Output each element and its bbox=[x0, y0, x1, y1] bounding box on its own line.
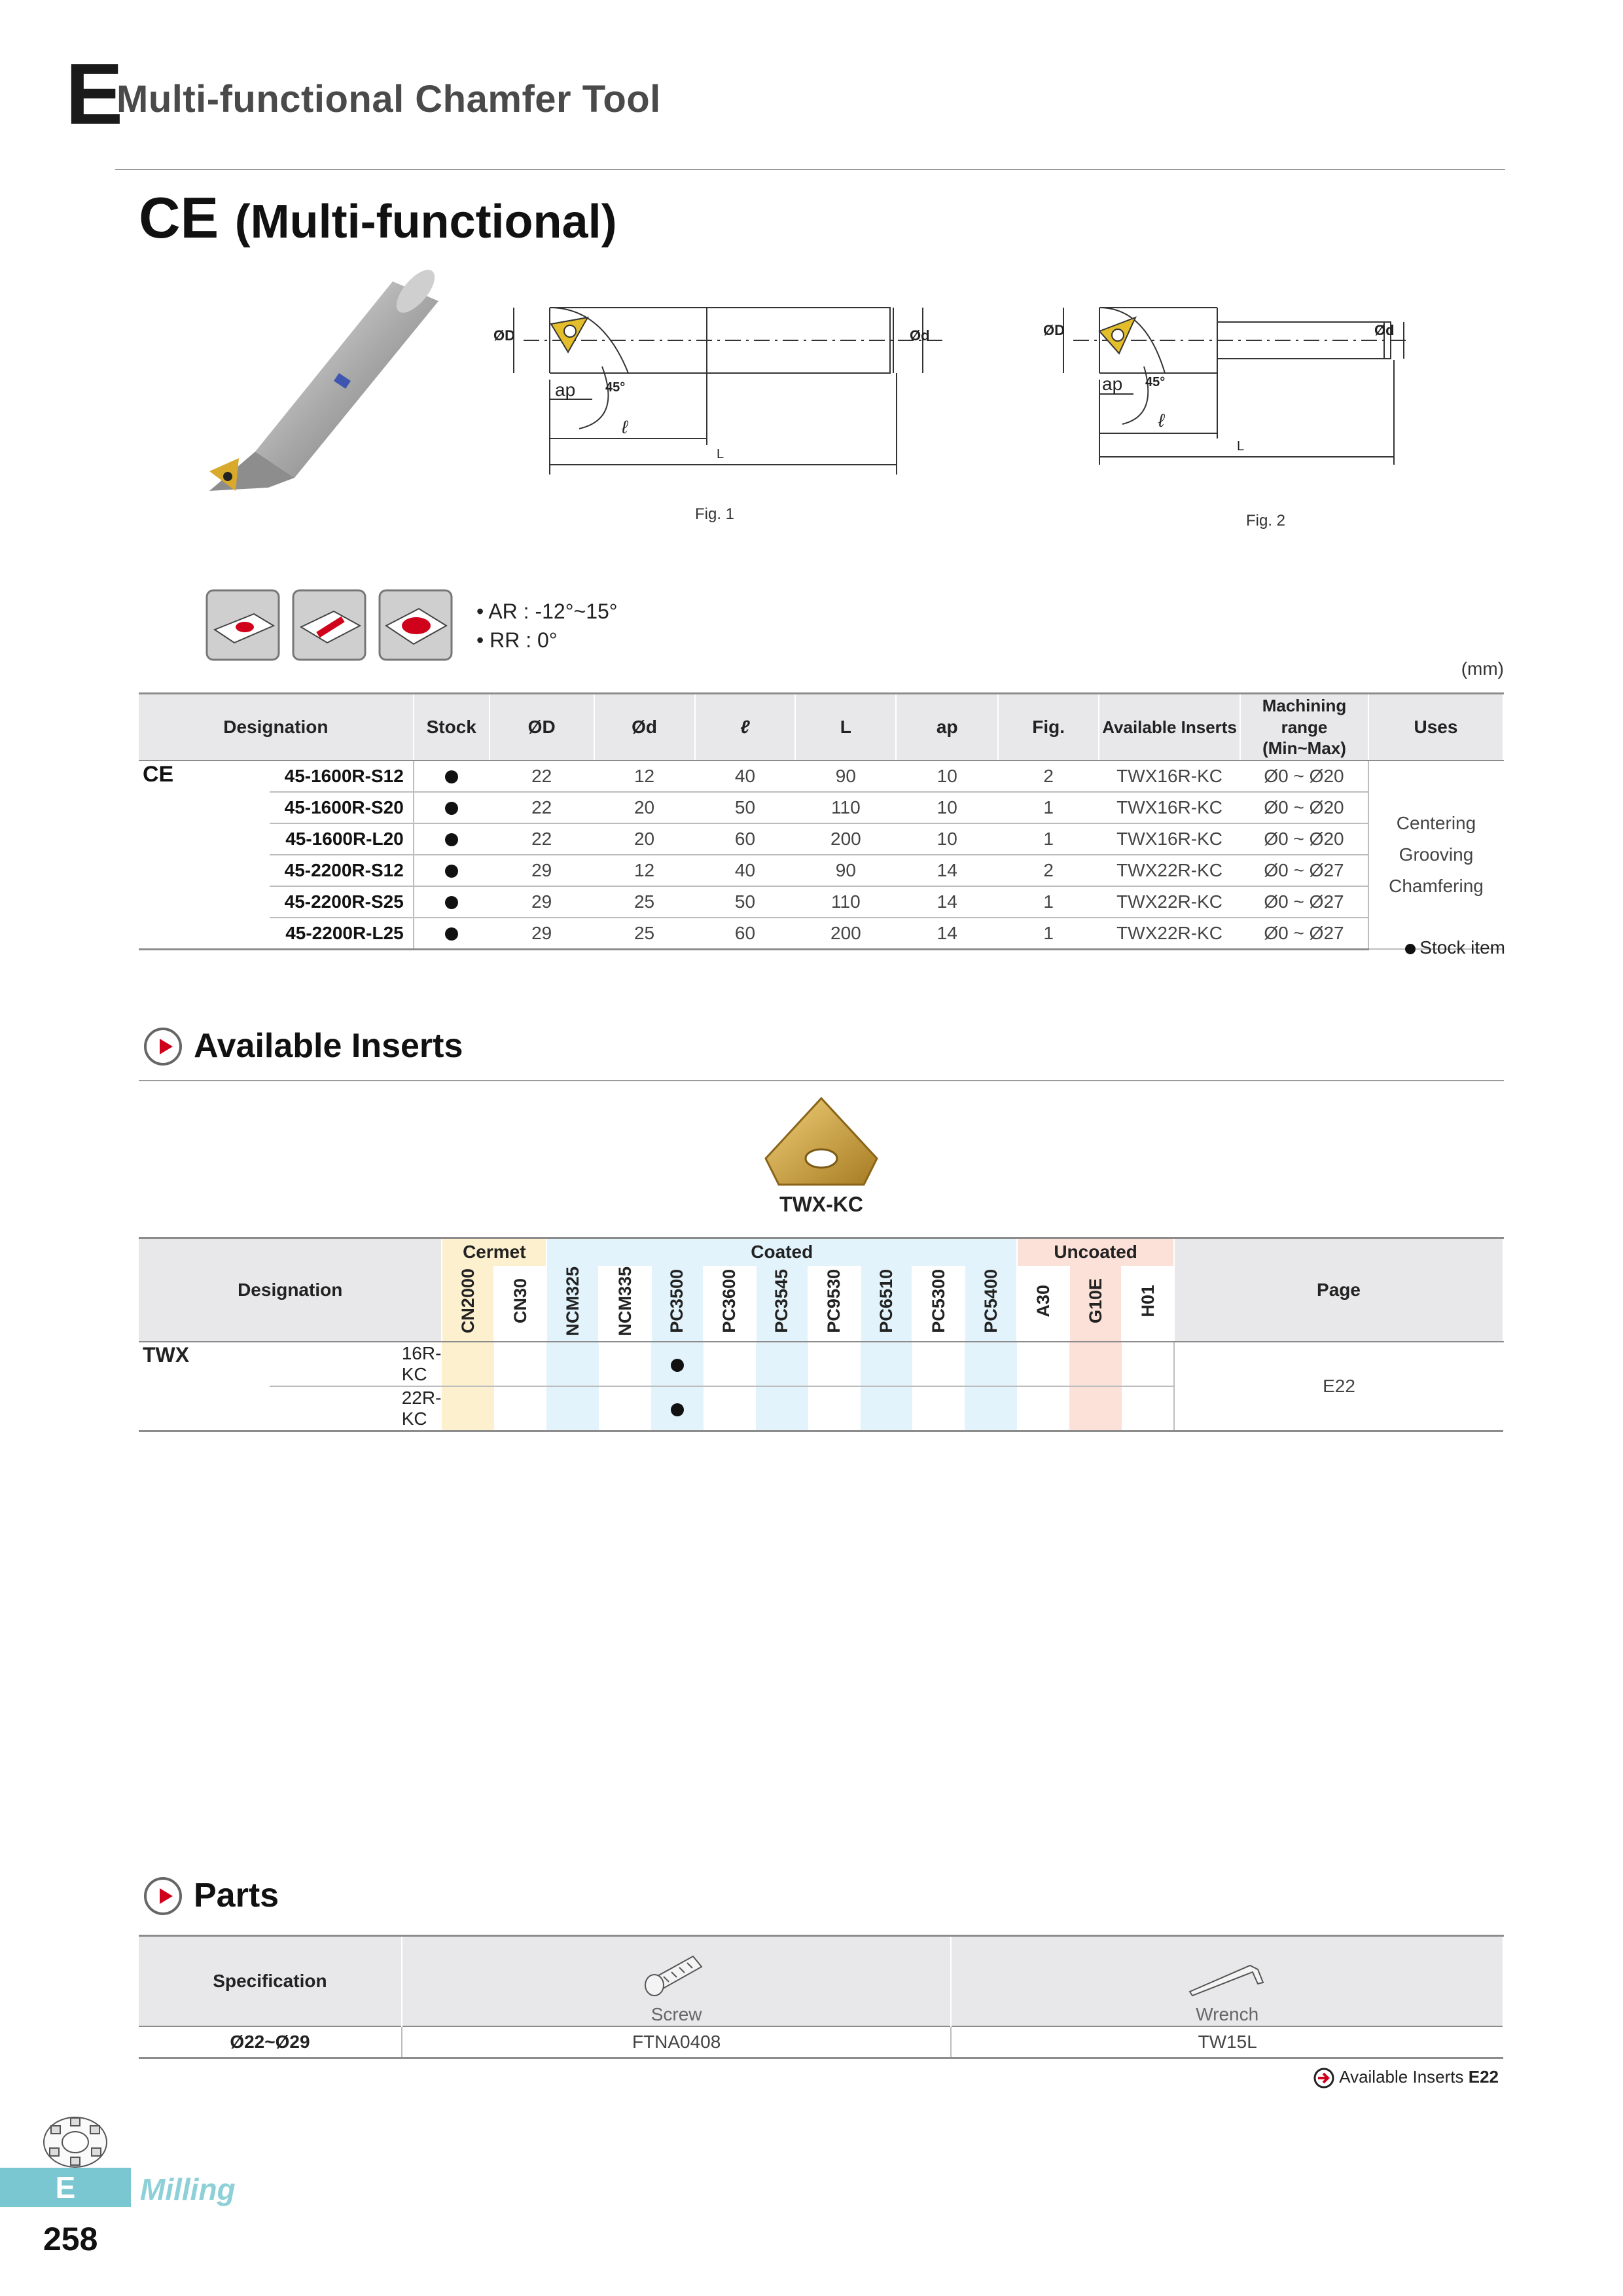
fig2-angle-label: 45° bbox=[1145, 375, 1166, 389]
hdr-D: ØD bbox=[490, 694, 594, 761]
screw-label: Screw bbox=[651, 2003, 702, 2024]
grade-PC3500: PC3500 bbox=[651, 1266, 704, 1342]
stock-dot bbox=[414, 761, 490, 792]
grade-PC5300: PC5300 bbox=[912, 1266, 965, 1342]
cell-l: 60 bbox=[695, 823, 796, 855]
cell-insert: TWX22R-KC bbox=[1099, 918, 1240, 950]
insert-image bbox=[759, 1093, 883, 1191]
hdr-range: Machining range (Min~Max) bbox=[1240, 694, 1368, 761]
cell-l: 50 bbox=[695, 792, 796, 823]
grade-PC6510: PC6510 bbox=[861, 1266, 913, 1342]
insert-name: TWX-KC bbox=[779, 1193, 863, 1216]
fig2-L-label: L bbox=[1237, 439, 1245, 454]
condition-rr: • RR : 0° bbox=[476, 628, 558, 652]
cell-range: Ø0 ~ Ø27 bbox=[1240, 886, 1368, 918]
cell-d: 25 bbox=[594, 918, 695, 950]
cell-ap: 14 bbox=[896, 886, 998, 918]
groove-app-icon bbox=[293, 590, 365, 660]
fig1-angle-label: 45° bbox=[605, 380, 626, 395]
fig2-drawing bbox=[1043, 288, 1414, 484]
hdr-L: L bbox=[795, 694, 896, 761]
screw-icon bbox=[637, 1947, 716, 2000]
cell-L: 110 bbox=[795, 886, 896, 918]
cell-ap: 14 bbox=[896, 855, 998, 886]
inserts-rule bbox=[139, 1080, 1504, 1081]
fig2-caption: Fig. 2 bbox=[1246, 512, 1286, 529]
cell-fig: 1 bbox=[998, 918, 1099, 950]
center-app-icon bbox=[380, 590, 452, 660]
cell-ap: 14 bbox=[896, 918, 998, 950]
use-centering: Centering bbox=[1396, 813, 1476, 834]
parts-hdr-spec: Specification bbox=[139, 1936, 402, 2026]
category-label: Milling bbox=[140, 2172, 236, 2206]
cell-range: Ø0 ~ Ø27 bbox=[1240, 918, 1368, 950]
cell-d: 20 bbox=[594, 792, 695, 823]
page-number: 258 bbox=[43, 2221, 98, 2257]
group-cermet: Cermet bbox=[442, 1238, 546, 1266]
cell-fig: 2 bbox=[998, 761, 1099, 792]
insert-grade-table bbox=[139, 1237, 1504, 1432]
cell-ap: 10 bbox=[896, 761, 998, 792]
hdr-inserts: Available Inserts bbox=[1099, 694, 1240, 761]
unit-label: (mm) bbox=[1461, 658, 1504, 679]
table-row bbox=[139, 886, 1503, 918]
hdr-d: Ød bbox=[594, 694, 695, 761]
cell-L: 90 bbox=[795, 761, 896, 792]
fig1-caption: Fig. 1 bbox=[695, 505, 735, 523]
parts-hdr-wrench bbox=[951, 1936, 1503, 2026]
fig1-ap-label: ap bbox=[555, 380, 576, 400]
hdr-fig: Fig. bbox=[998, 694, 1099, 761]
use-grooving: Grooving bbox=[1399, 844, 1474, 865]
cell-l: 40 bbox=[695, 855, 796, 886]
cell-D: 29 bbox=[490, 886, 594, 918]
cell-fig: 1 bbox=[998, 823, 1099, 855]
parts-footer-page: E22 bbox=[1468, 2067, 1499, 2087]
grade-A30: A30 bbox=[1017, 1266, 1069, 1342]
fig1-l-label: ℓ bbox=[622, 417, 628, 437]
use-chamfering: Chamfering bbox=[1389, 875, 1484, 896]
inserts-section-title: Available Inserts bbox=[194, 1027, 463, 1065]
fig2-l-label: ℓ bbox=[1158, 410, 1165, 431]
cell-range: Ø0 ~ Ø20 bbox=[1240, 792, 1368, 823]
grade-hdr-designation: Designation bbox=[139, 1238, 442, 1342]
uses-cell bbox=[1368, 761, 1503, 950]
section-title: Multi-functional Chamfer Tool bbox=[116, 78, 661, 120]
stock-dot bbox=[414, 855, 490, 886]
cell-fig: 1 bbox=[998, 792, 1099, 823]
holder-table bbox=[139, 692, 1504, 950]
cell-D: 22 bbox=[490, 761, 594, 792]
insert-page[interactable]: E22 bbox=[1174, 1342, 1503, 1431]
cell-range: Ø0 ~ Ø27 bbox=[1240, 855, 1368, 886]
milling-cutter-icon bbox=[39, 2113, 111, 2172]
row-code: 45-2200R-S25 bbox=[270, 886, 414, 918]
fig1-D-label: ØD bbox=[493, 327, 515, 344]
row-code: 45-1600R-S20 bbox=[270, 792, 414, 823]
hdr-l: ℓ bbox=[695, 694, 796, 761]
grade-hdr-page: Page bbox=[1174, 1238, 1503, 1342]
application-icons bbox=[205, 589, 454, 662]
cell-L: 110 bbox=[795, 792, 896, 823]
insert-code: 16R-KC bbox=[270, 1342, 442, 1386]
parts-footer-link[interactable] bbox=[1313, 2067, 1499, 2089]
table-row bbox=[139, 761, 1503, 792]
fig2-ap-label: ap bbox=[1102, 374, 1123, 394]
cell-L: 200 bbox=[795, 823, 896, 855]
cell-insert: TWX22R-KC bbox=[1099, 855, 1240, 886]
cell-ap: 10 bbox=[896, 823, 998, 855]
table-row bbox=[139, 1342, 1503, 1386]
product-name: CE bbox=[139, 185, 219, 250]
cell-range: Ø0 ~ Ø20 bbox=[1240, 823, 1368, 855]
grade-NCM325: NCM325 bbox=[546, 1266, 599, 1342]
tool-photo bbox=[196, 275, 452, 497]
chamfer-app-icon bbox=[207, 590, 279, 660]
cell-d: 20 bbox=[594, 823, 695, 855]
grade-H01: H01 bbox=[1122, 1266, 1174, 1342]
cell-fig: 2 bbox=[998, 855, 1099, 886]
wrench-label: Wrench bbox=[1196, 2003, 1259, 2024]
grade-PC3545: PC3545 bbox=[756, 1266, 808, 1342]
cell-L: 90 bbox=[795, 855, 896, 886]
header-rule bbox=[115, 169, 1505, 170]
parts-spec: Ø22~Ø29 bbox=[139, 2026, 402, 2058]
cell-insert: TWX16R-KC bbox=[1099, 792, 1240, 823]
fig2-D-label: ØD bbox=[1043, 322, 1065, 338]
product-subtitle: (Multi-functional) bbox=[234, 196, 617, 248]
insert-series: TWX bbox=[139, 1342, 270, 1431]
play-icon bbox=[144, 1877, 182, 1915]
stock-dot bbox=[414, 886, 490, 918]
cell-fig: 1 bbox=[998, 886, 1099, 918]
grade-PC5400: PC5400 bbox=[965, 1266, 1017, 1342]
grade-CN2000: CN2000 bbox=[442, 1266, 494, 1342]
series-label: CE bbox=[139, 761, 270, 950]
fig1-drawing bbox=[493, 288, 969, 484]
stock-dot bbox=[414, 792, 490, 823]
hdr-designation: Designation bbox=[139, 694, 414, 761]
parts-table bbox=[139, 1935, 1504, 2059]
cell-range: Ø0 ~ Ø20 bbox=[1240, 761, 1368, 792]
table-row bbox=[139, 792, 1503, 823]
parts-footer-label: Available Inserts bbox=[1339, 2067, 1464, 2087]
wrench-icon bbox=[1185, 1954, 1270, 2000]
row-code: 45-1600R-L20 bbox=[270, 823, 414, 855]
stock-note-text: Stock item bbox=[1419, 937, 1505, 958]
stock-dot bbox=[414, 918, 490, 950]
grade-NCM335: NCM335 bbox=[599, 1266, 651, 1342]
parts-hdr-screw bbox=[402, 1936, 952, 2026]
cell-D: 29 bbox=[490, 918, 594, 950]
product-title bbox=[139, 185, 617, 251]
cell-d: 12 bbox=[594, 761, 695, 792]
row-code: 45-2200R-L25 bbox=[270, 918, 414, 950]
hdr-uses: Uses bbox=[1368, 694, 1503, 761]
table-row bbox=[139, 855, 1503, 886]
fig1-d-label: Ød bbox=[910, 327, 930, 344]
cell-l: 50 bbox=[695, 886, 796, 918]
cell-d: 12 bbox=[594, 855, 695, 886]
cell-D: 29 bbox=[490, 855, 594, 886]
cell-insert: TWX16R-KC bbox=[1099, 823, 1240, 855]
section-tab: E bbox=[0, 2168, 131, 2207]
parts-screw: FTNA0408 bbox=[402, 2026, 952, 2058]
grade-PC3600: PC3600 bbox=[704, 1266, 756, 1342]
stock-note bbox=[1405, 937, 1505, 958]
parts-wrench: TW15L bbox=[951, 2026, 1503, 2058]
cell-l: 40 bbox=[695, 761, 796, 792]
table-row bbox=[139, 823, 1503, 855]
grade-PC9530: PC9530 bbox=[808, 1266, 861, 1342]
fig1-L-label: L bbox=[717, 447, 724, 461]
row-code: 45-2200R-S12 bbox=[270, 855, 414, 886]
play-icon bbox=[144, 1028, 182, 1066]
cell-D: 22 bbox=[490, 823, 594, 855]
cell-insert: TWX22R-KC bbox=[1099, 886, 1240, 918]
table-row bbox=[139, 918, 1503, 950]
stock-dot bbox=[414, 823, 490, 855]
stock-dot bbox=[651, 1386, 704, 1431]
cell-l: 60 bbox=[695, 918, 796, 950]
row-code: 45-1600R-S12 bbox=[270, 761, 414, 792]
cell-ap: 10 bbox=[896, 792, 998, 823]
fig2-d-label: Ød bbox=[1374, 322, 1395, 338]
parts-section-title: Parts bbox=[194, 1876, 279, 1914]
group-uncoated: Uncoated bbox=[1017, 1238, 1174, 1266]
table-row bbox=[139, 2026, 1503, 2058]
group-coated: Coated bbox=[546, 1238, 1017, 1266]
cell-insert: TWX16R-KC bbox=[1099, 761, 1240, 792]
condition-ar: • AR : -12°~15° bbox=[476, 600, 618, 623]
arrow-circle-icon bbox=[1313, 2067, 1335, 2089]
section-letter: E bbox=[65, 46, 124, 142]
insert-code: 22R-KC bbox=[270, 1386, 442, 1431]
cell-d: 25 bbox=[594, 886, 695, 918]
hdr-ap: ap bbox=[896, 694, 998, 761]
hdr-stock: Stock bbox=[414, 694, 490, 761]
stock-dot bbox=[651, 1342, 704, 1386]
grade-CN30: CN30 bbox=[494, 1266, 546, 1342]
grade-G10E: G10E bbox=[1069, 1266, 1122, 1342]
cell-D: 22 bbox=[490, 792, 594, 823]
cell-L: 200 bbox=[795, 918, 896, 950]
